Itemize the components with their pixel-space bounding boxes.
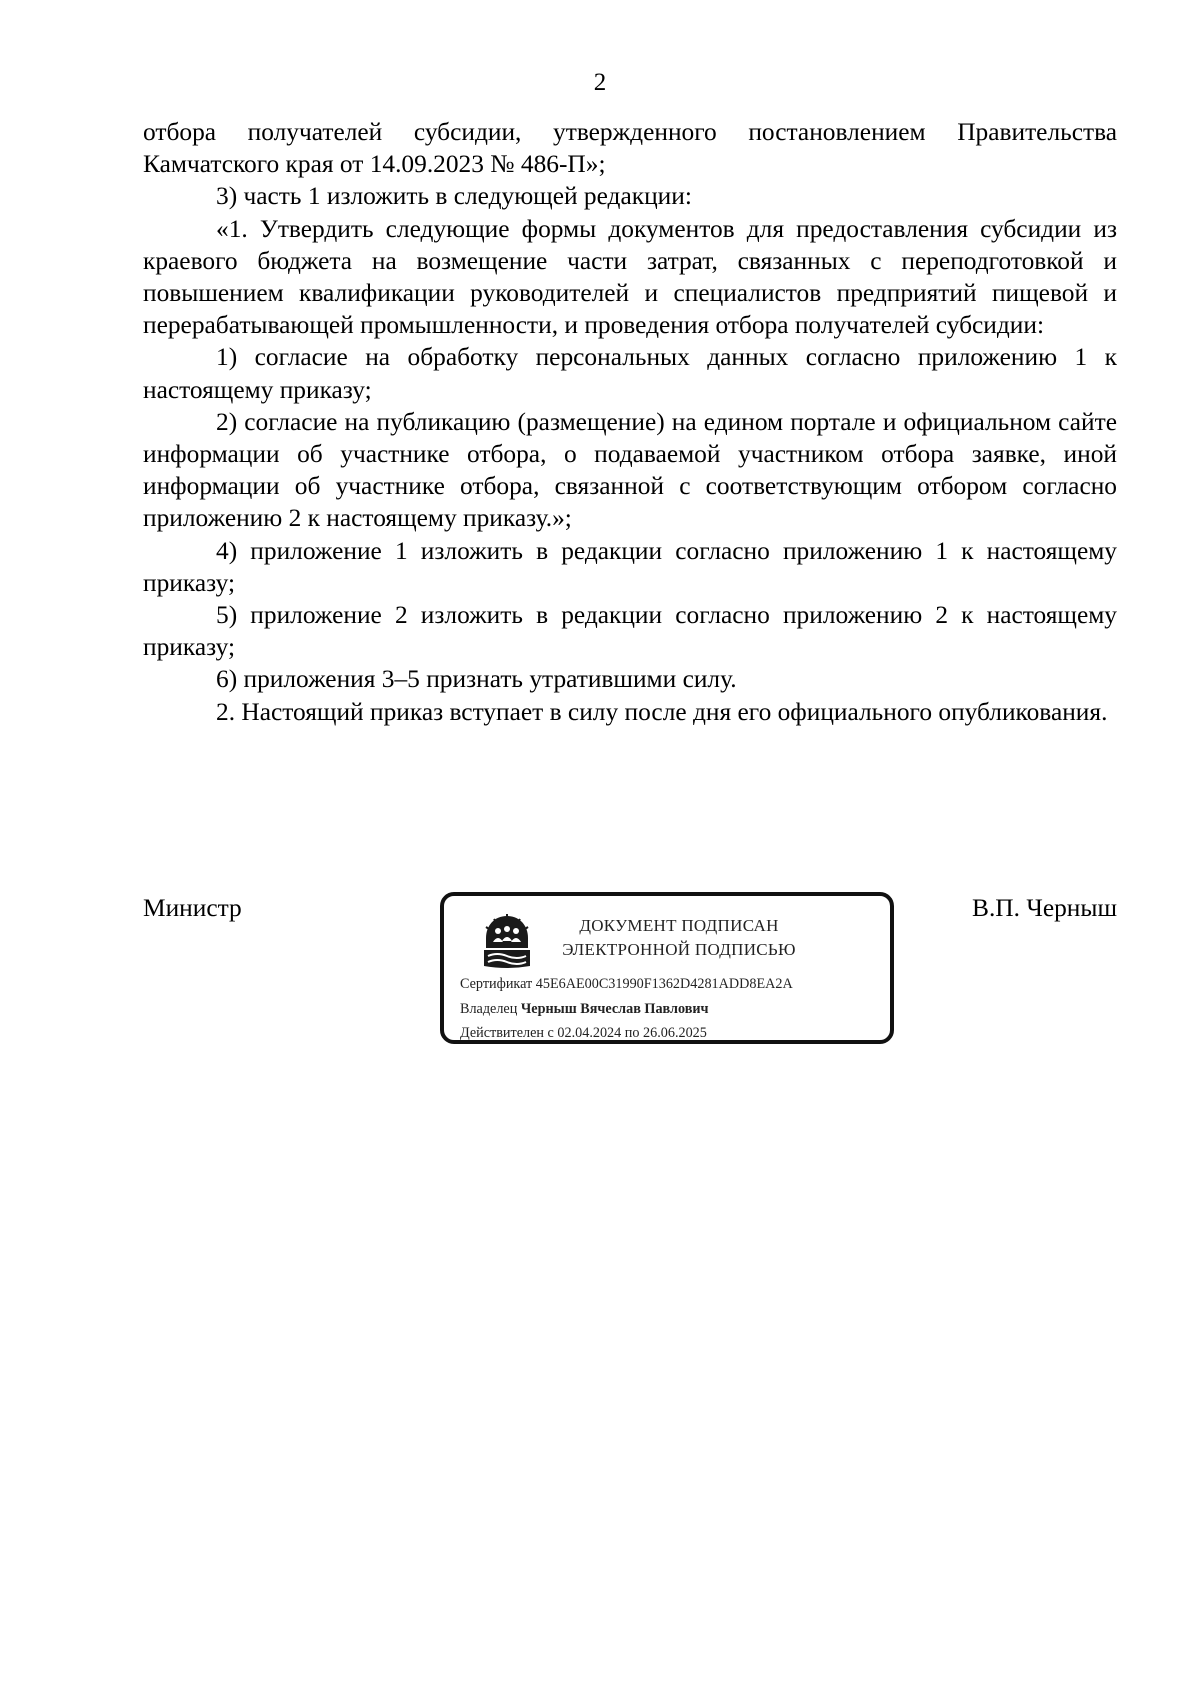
certificate-value: 45E6AE00C31990F1362D4281ADD8EA2A <box>535 976 793 992</box>
signer-position: Министр <box>143 894 242 922</box>
paragraph-item-4: 4) приложение 1 изложить в редакции согласно приложению 1 к настоящему приказу; <box>143 536 1117 597</box>
document-body <box>143 116 1117 728</box>
paragraph-subitem-1: 1) согласие на обработку персональных данных согласно приложению 1 к настоящему приказу; <box>143 343 1117 404</box>
electronic-signature-stamp <box>440 892 894 1044</box>
page-number: 2 <box>593 69 607 96</box>
paragraph-quoted-part-1: «1. Утвердить следующие формы документов для предоставления субсидии из краевого бюджета на возмещение части затрат, связанных с переподготовкой и повышением квалификации руководителей и специалистов предприятий пищевой и перерабатывающей промышленности, и проведения отбора получателей субсидии: <box>143 214 1117 340</box>
stamp-validity-line <box>460 1023 880 1043</box>
signer-name: В.П. Черныш <box>972 894 1117 922</box>
stamp-owner-line <box>460 999 880 1019</box>
stamp-certificate-line <box>460 974 880 994</box>
paragraph-item-5: 5) приложение 2 изложить в редакции согласно приложению 2 к настоящему приказу; <box>143 601 1117 662</box>
stamp-heading-line-1: ДОКУМЕНТ ПОДПИСАН <box>579 916 779 935</box>
paragraph-item-6: 6) приложения 3–5 признать утратившими силу. <box>216 665 737 694</box>
stamp-heading <box>554 914 804 962</box>
valid-label: Действителен с <box>460 1025 554 1041</box>
valid-to: 26.06.2025 <box>643 1025 707 1041</box>
kamchatka-emblem-icon <box>482 914 532 970</box>
owner-label: Владелец <box>460 1001 518 1017</box>
paragraph-subitem-2: 2) согласие на публикацию (размещение) на едином портале и официальном сайте информации об участнике отбора, о подаваемой участником отбора заявке, иной информации об участнике отбора, связанной с соответствующим отбором согласно приложению 2 к настоящему приказу.»; <box>143 407 1117 533</box>
valid-to-label: по <box>624 1025 640 1041</box>
owner-value: Черныш Вячеслав Павлович <box>520 1001 709 1017</box>
certificate-label: Сертификат <box>460 976 533 992</box>
paragraph-continuation: отбора получателей субсидии, утвержденного постановлением Правительства Камчатского края от 14.09.2023 № 486-П»; <box>143 118 1117 179</box>
paragraph-item-3: 3) часть 1 изложить в следующей редакции: <box>216 182 692 211</box>
stamp-heading-line-2: ЭЛЕКТРОННОЙ ПОДПИСЬЮ <box>562 940 796 959</box>
paragraph-point-2: 2. Настоящий приказ вступает в силу после дня его официального опубликования. <box>216 697 1108 726</box>
valid-from: 02.04.2024 <box>557 1025 622 1041</box>
signature-block <box>143 892 1117 1062</box>
